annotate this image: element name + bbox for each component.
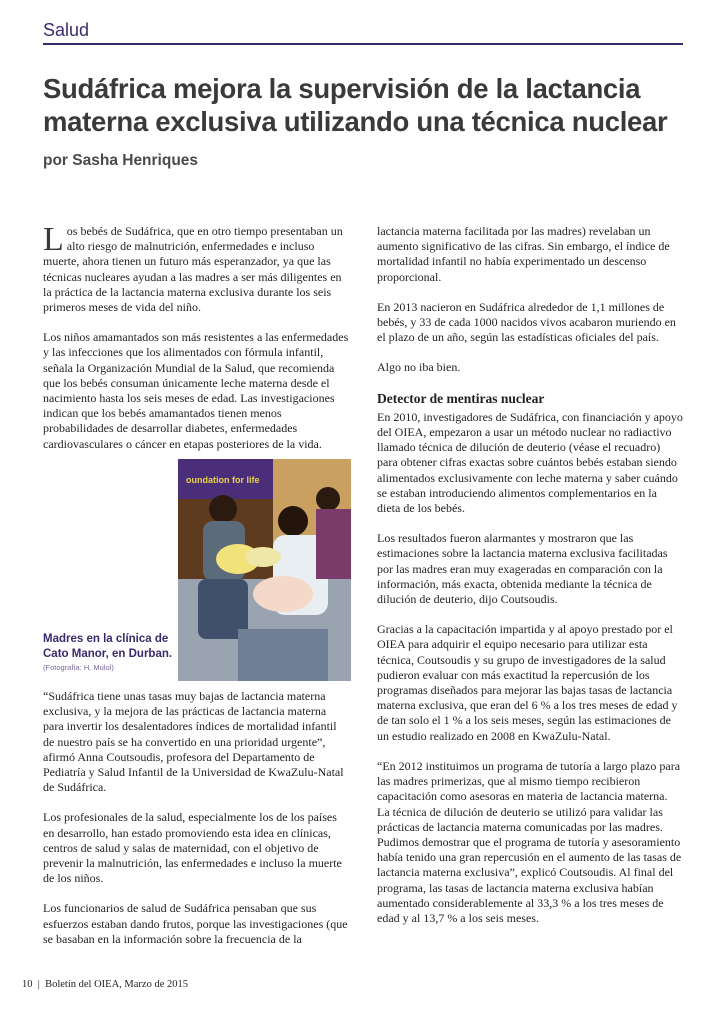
quote-paragraph: “En 2012 instituimos un programa de tutoría a largo plazo para las madres primerizas, que al mismo tiempo recibieron capacitación como asesoras en materia de lactancia materna. La técnica de dilución de deuterio se utilizó para validar las prácticas de lactancia materna comunicadas por las madres. Pudimos demostrar que el programa de tutoría y asesoramiento había tenido una gran repercusión en el aumento de las tasas de lactancia materna exclusiva”, explicó Coutsoudis. Al final del programa, las tasas de lactancia materna exclusiva habían aumentado considerablemente al 33,3 % a los tres meses de edad y al 13,7 % a los seis meses. (377, 758, 682, 925)
left-column-bottom (43, 689, 349, 962)
body-paragraph: Los resultados fueron alarmantes y mostraron que las estimaciones sobre la lactancia materna exclusiva facilitadas por las madres eran muy exageradas en comparación con la información, más exacta, obtenida mediante la técnica de dilución de deuterio, dijo Coutsoudis. (377, 531, 668, 607)
section-rule (43, 43, 683, 45)
right-column (377, 224, 683, 941)
mothers-babies-illustration (178, 459, 351, 681)
intro-paragraph (43, 221, 349, 315)
body-paragraph: Los profesionales de la salud, especialmente los de los países en desarrollo, han estado promoviendo esta idea en clínicas, centros de salud y salas de maternidad, con el objetivo de prevenir la malnutrición, las enfermedades e incluso la muerte de los niños. (43, 810, 342, 886)
body-paragraph: Los funcionarios de salud de Sudáfrica pensaban que sus esfuerzos estaban dando frutos, porque las investigaciones (que se basaban en la información sobre la frecuencia de la (43, 901, 348, 946)
photo-banner-text: oundation for life (186, 475, 260, 485)
quote-paragraph: “Sudáfrica tiene unas tasas muy bajas de lactancia materna exclusiva, y la mejora de las prácticas de lactancia materna para invertir los desalentadores índices de mortalidad infantil de nuestro país se ha convertido en una prioridad urgente”, afirmó Anna Coutsoudis, profesora del Departamento de Pediatría y Salud Infantil de la Universidad de KwaZulu-Natal de Sudáfrica. (43, 689, 344, 795)
subheading: Detector de mentiras nuclear (377, 390, 545, 406)
photo-credit: (Fotografía: H. Mulol) (43, 663, 114, 672)
body-paragraph: Algo no iba bien. (377, 360, 461, 375)
left-column-top (43, 221, 349, 467)
body-paragraph: En 2013 nacieron en Sudáfrica alrededor de 1,1 millones de bebés, y 33 de cada 1000 nacidos vivos acabaron muriendo en el plazo de un año, según las estadísticas oficiales del país. (377, 299, 676, 345)
body-paragraph: Los niños amamantados son más resistentes a las enfermedades y las infecciones que los alimentados con fórmula infantil, señala la Organización Mundial de la Salud, que recomienda que los bebés consuman únicamente leche materna desde el nacimiento hasta los seis meses de edad. Las investigaciones indican que los bebés amamantados tienen menos probabilidades de desarrollar diabetes, enfermedades cardiovasculares o cáncer en etapas posteriores de la vida. (43, 330, 349, 451)
body-paragraph: lactancia materna facilitada por las madres) revelaban un aumento significativo de las cifras. Sin embargo, el índice de mortalidad infantil no había experimentado un descenso proporcional. (377, 224, 670, 284)
page-footer: 10 | Boletín del OIEA, Marzo de 2015 (22, 979, 188, 990)
drop-cap: L (43, 221, 64, 258)
body-paragraph: Gracias a la capacitación impartida y al apoyo prestado por el OIEA para adquirir el equipo necesario para utilizar esta técnica, Coutsoudis y su grupo de investigadores de la salud pudieron evaluar con más exactitud la repercusión de los programas diseñados para mejorar las bajas tasas de lactancia materna exclusiva, que eran del 6 % a los tres meses de edad y de tan solo el 1 % a los seis meses, según las estimaciones de un estudio realizado en 2008 en KwaZulu-Natal. (377, 622, 678, 743)
clinic-photo (178, 459, 351, 681)
section-label: Salud (43, 20, 90, 40)
photo-caption: Madres en la clínica de Cato Manor, en Durban. (43, 633, 173, 660)
intro-text: os bebés de Sudáfrica, que en otro tiempo presentaban un alto riesgo de malnutrición, enfermedades e incluso muerte, ahora tienen un futuro más esperanzador, ya que las técnicas nucleares ayudan a las madres a ser más diligentes en la práctica de la lactancia materna exclusiva durante los seis primeros meses de vida del niño. (43, 224, 343, 315)
article-headline: Sudáfrica mejora la supervisión de la lactancia materna exclusiva utilizando una técnica nuclear (43, 73, 668, 137)
article-byline: por Sasha Henriques (43, 152, 199, 169)
body-paragraph: En 2010, investigadores de Sudáfrica, con financiación y apoyo del OIEA, empezaron a usar un método nuclear no radiactivo llamado técnica de dilución de deuterio (véase el recuadro) para obtener cifras exactas sobre cuántos bebés estaban siendo alimentados exclusivamente con leche materna y saber cuándo se estaban introduciendo alimentos complementarios en la dieta de los bebés. (377, 409, 683, 516)
